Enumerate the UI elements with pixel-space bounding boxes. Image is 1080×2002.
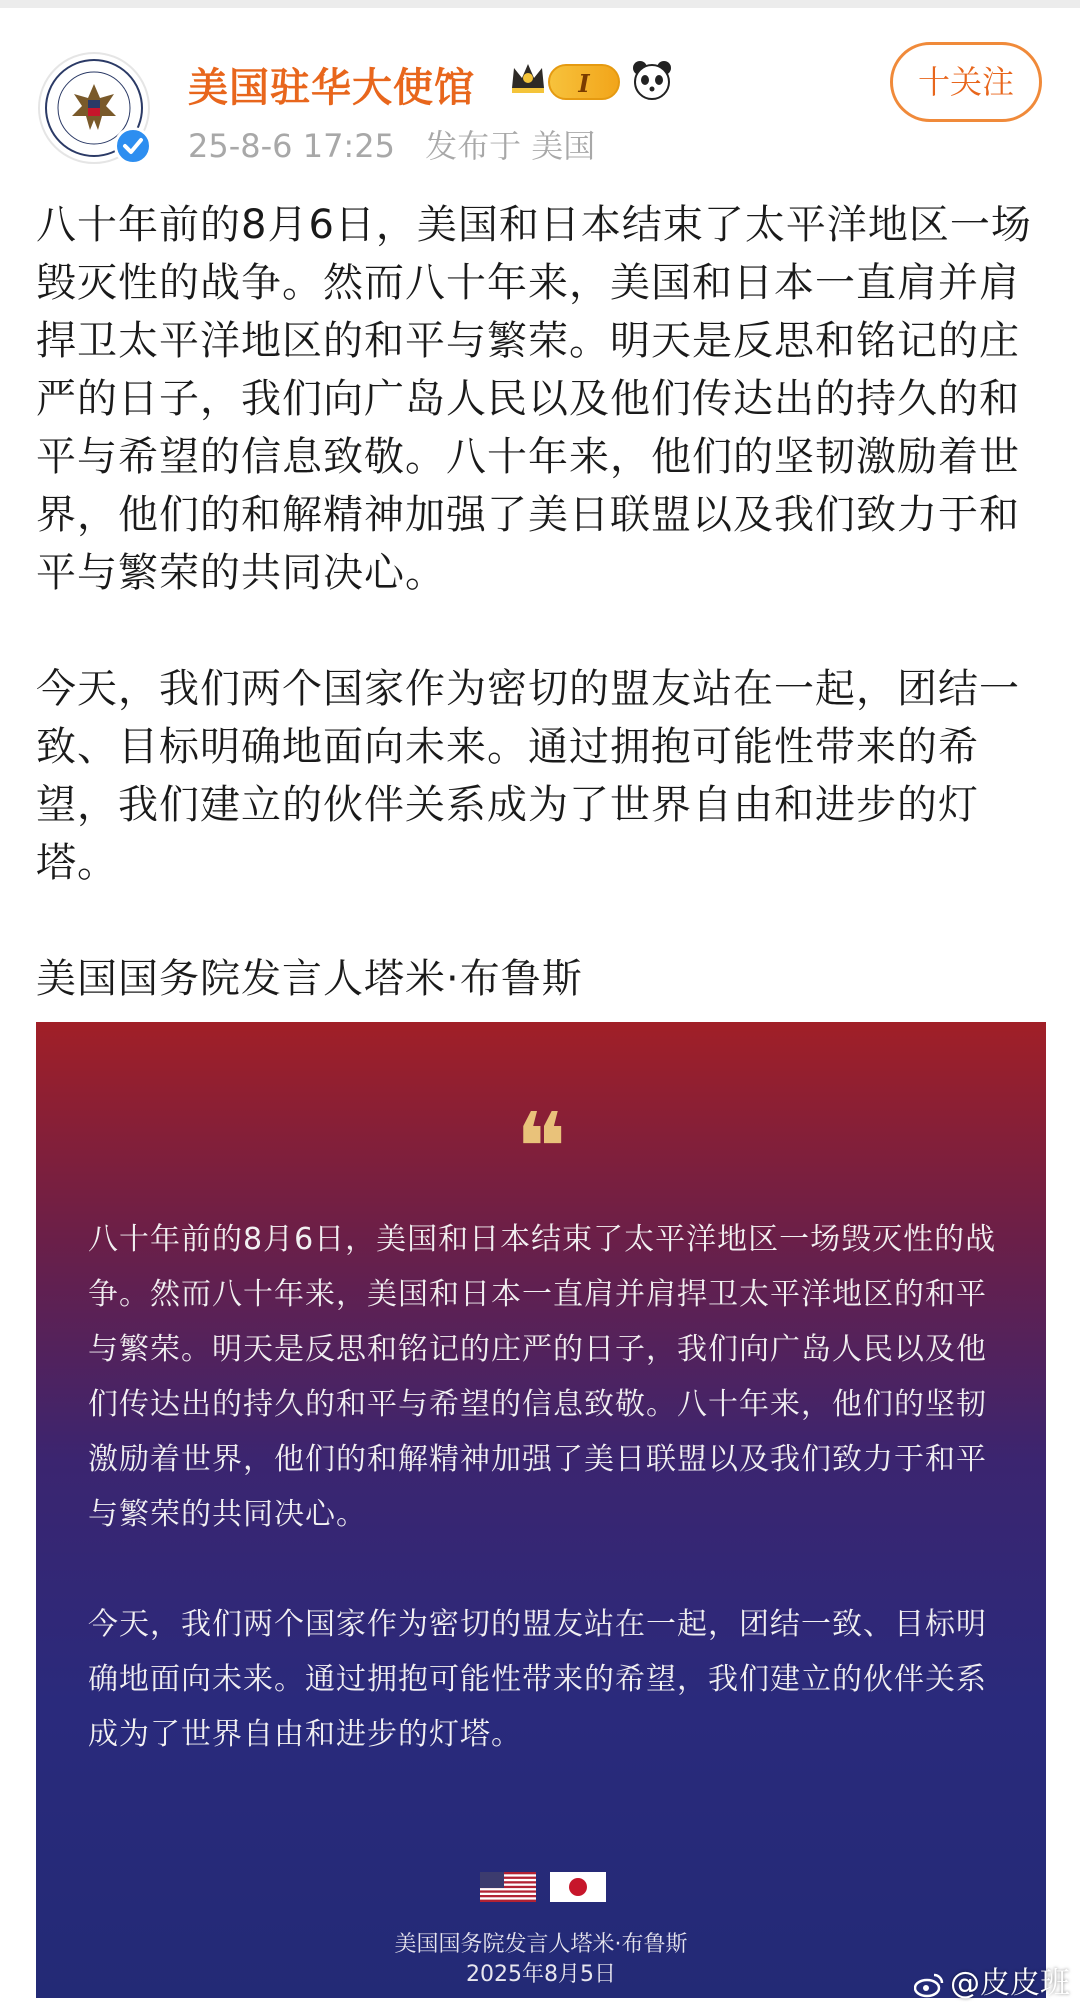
post-location: 发布于 美国 xyxy=(425,127,596,165)
watermark xyxy=(914,1958,1070,2002)
statement-paragraph: 八十年前的8月6日，美国和日本结束了太平洋地区一场毁灭性的战争。然而八十年来，美国和日本一直肩并肩捍卫太平洋地区的和平与繁荣。明天是反思和铭记的庄严的日子，我们向广岛人民以及他们传达出的持久的和平与希望的信息致敬。八十年来，他们的坚韧激励着世界，他们的和解精神加强了美日联盟以及我们致力于和平与繁荣的共同决心。 xyxy=(88,1222,997,1532)
statement-date: 2025年8月5日 xyxy=(466,1962,616,1987)
statement-paragraph: 今天，我们两个国家作为密切的盟友站在一起，团结一致、目标明确地面向未来。通过拥抱可能性带来的希望，我们建立的伙伴关系成为了世界自由和进步的灯塔。 xyxy=(88,1607,987,1752)
level-badge[interactable]: I xyxy=(548,64,620,100)
post-signature: 美国国务院发言人塔米·布鲁斯 xyxy=(36,956,583,1002)
watermark-text: @皮皮班 xyxy=(950,1966,1070,2001)
us-flag-icon xyxy=(480,1872,536,1902)
quote-mark-icon: ❝ xyxy=(515,1092,567,1204)
panda-icon xyxy=(630,58,674,102)
statement-image[interactable] xyxy=(36,1022,1046,1998)
verified-badge-icon xyxy=(114,127,152,165)
post-timestamp: 25-8-6 17:25 xyxy=(188,127,395,165)
japan-flag-icon xyxy=(550,1872,606,1902)
weibo-logo-icon xyxy=(914,1972,944,1998)
post-paragraph: 今天，我们两个国家作为密切的盟友站在一起，团结一致、目标明确地面向未来。通过拥抱可能性带来的希望，我们建立的伙伴关系成为了世界自由和进步的灯塔。 xyxy=(36,666,1020,886)
post-paragraph: 八十年前的8月6日，美国和日本结束了太平洋地区一场毁灭性的战争。然而八十年来，美国和日本一直肩并肩捍卫太平洋地区的和平与繁荣。明天是反思和铭记的庄严的日子，我们向广岛人民以及他们传达出的持久的和平与希望的信息致敬。八十年来，他们的坚韧激励着世界，他们的和解精神加强了美日联盟以及我们致力于和平与繁荣的共同决心。 xyxy=(36,202,1032,596)
follow-button[interactable]: 十关注 xyxy=(890,42,1042,122)
statement-signature: 美国国务院发言人塔米·布鲁斯 xyxy=(394,1932,688,1957)
post-body xyxy=(36,196,1046,1008)
status-strip xyxy=(0,0,1080,8)
crown-icon xyxy=(508,58,548,98)
statement-text xyxy=(88,1212,1008,1762)
account-name[interactable]: 美国驻华大使馆 xyxy=(188,65,475,111)
post-meta xyxy=(188,121,615,167)
statement-footer xyxy=(36,1930,1046,1990)
